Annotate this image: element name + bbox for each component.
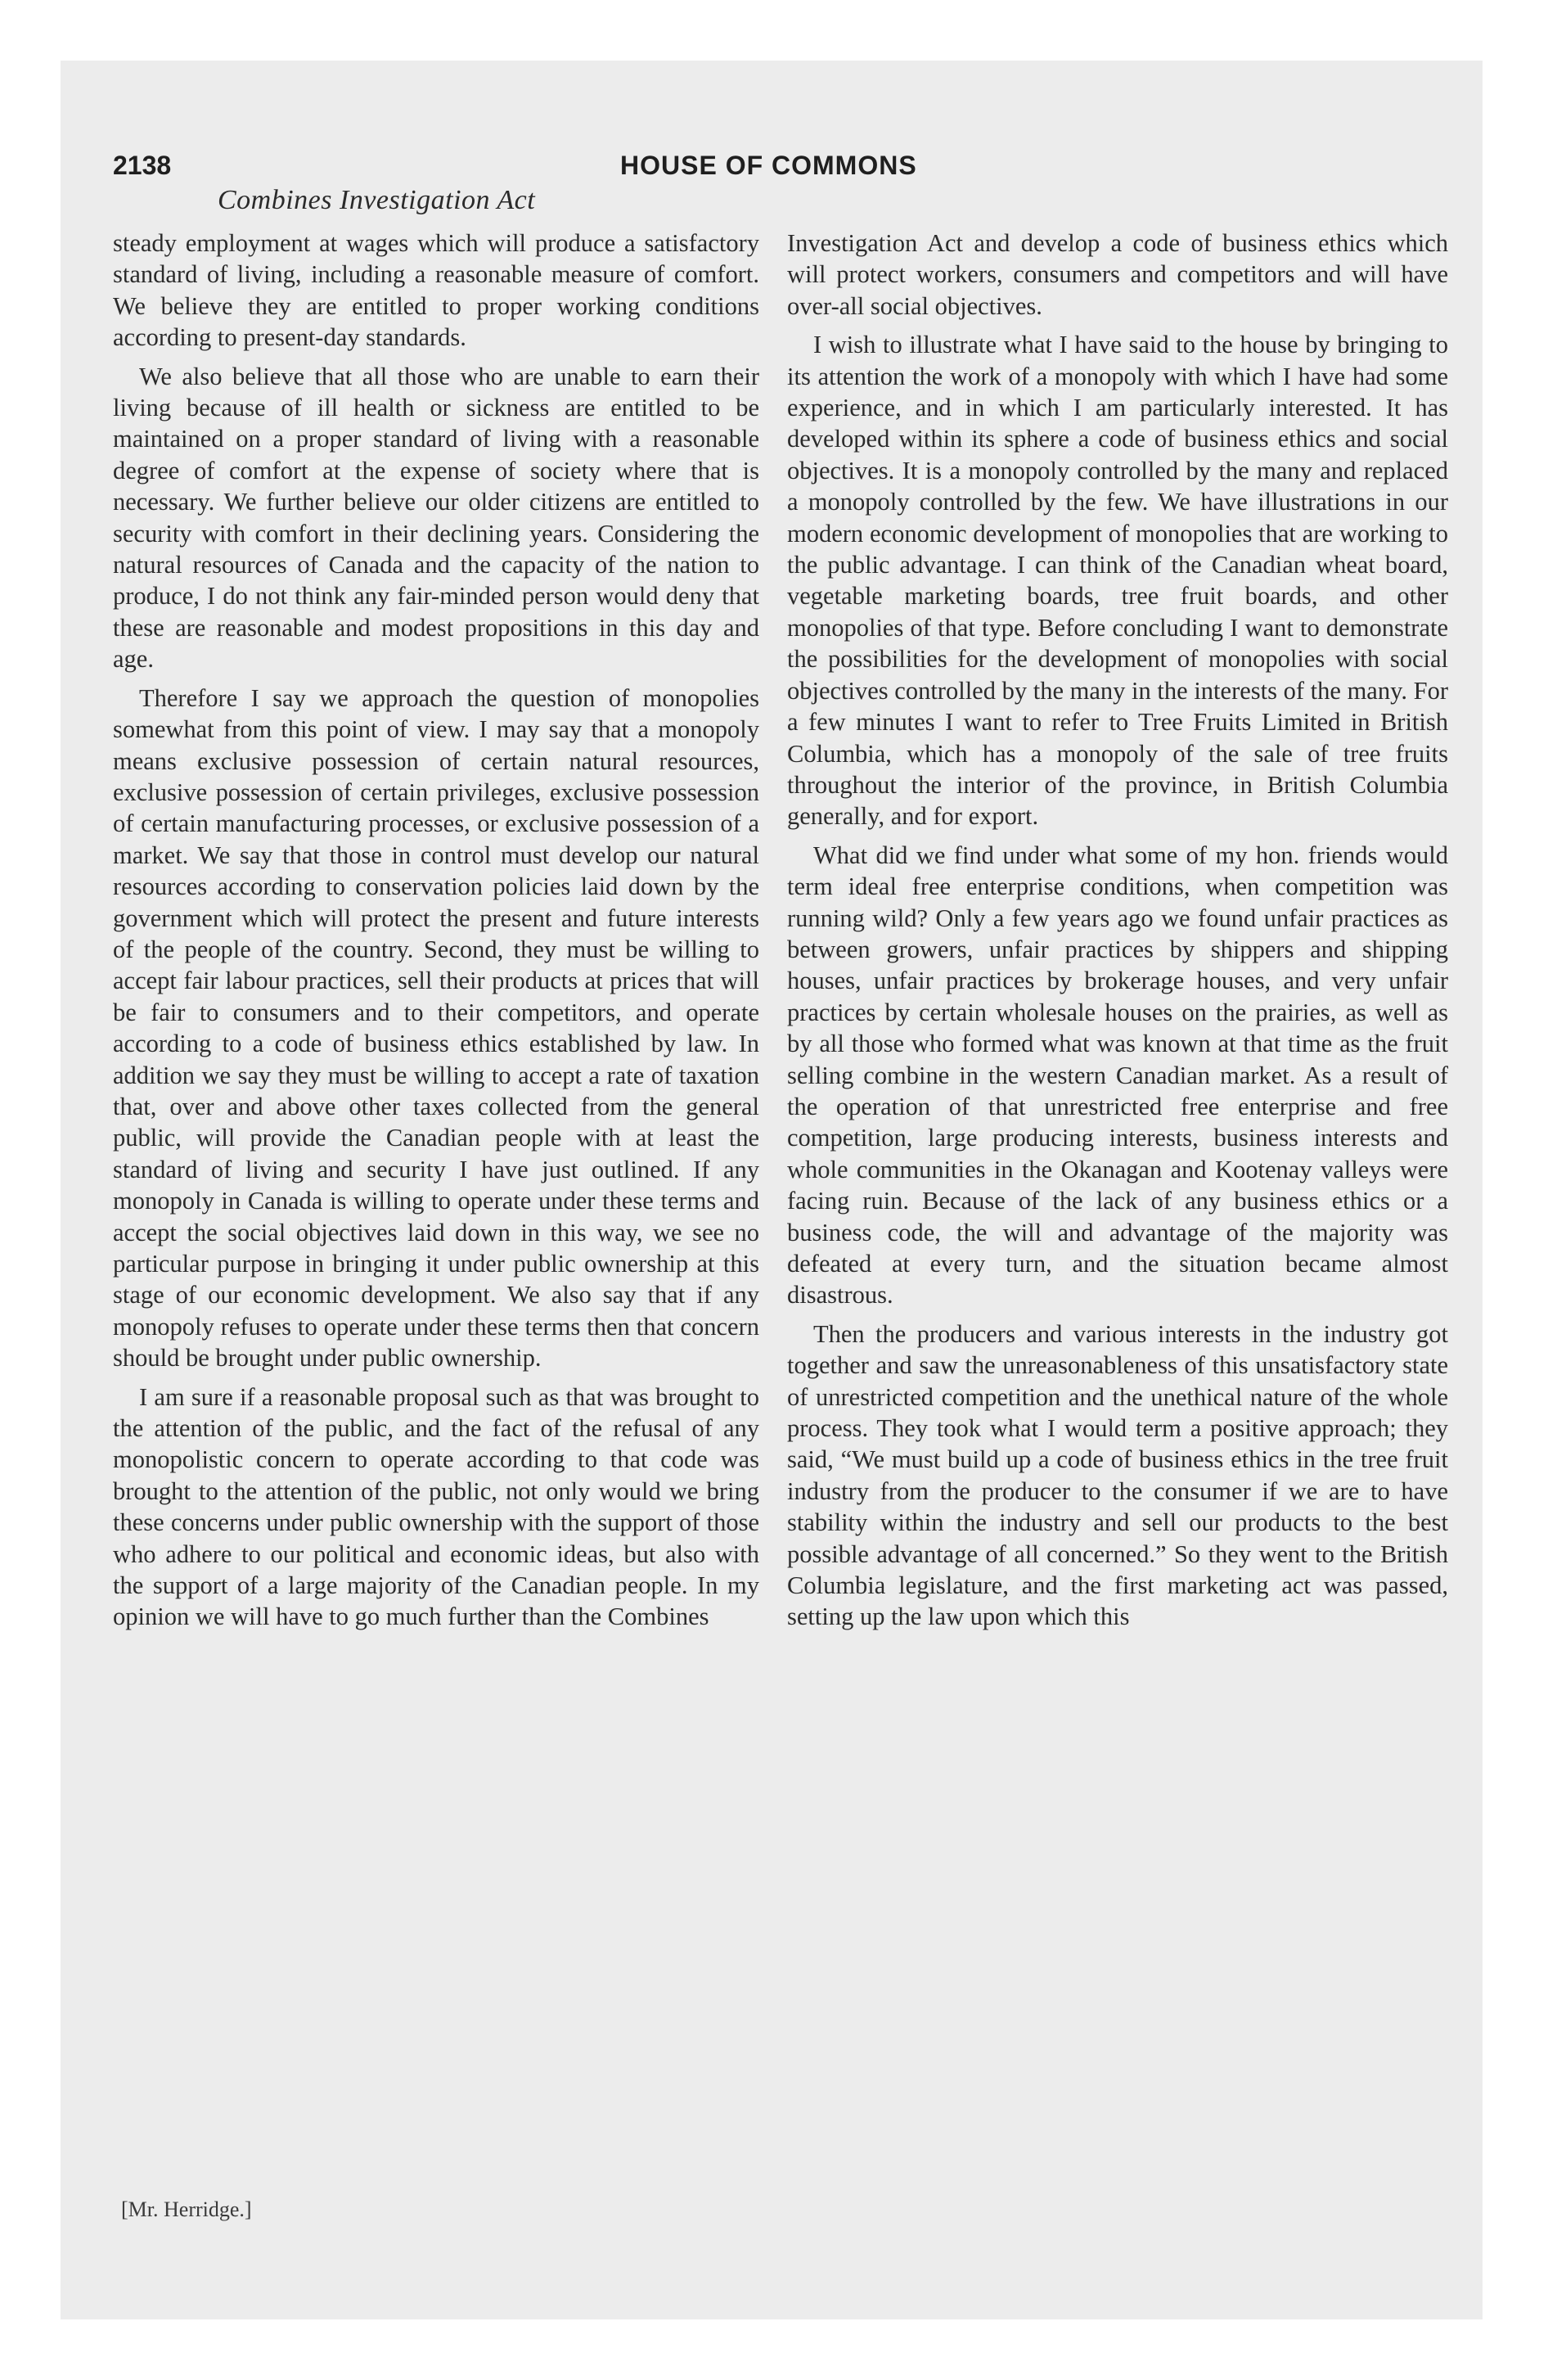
paragraph: steady employment at wages which will produce a satisfactory standard of living, including a reasonable measure of comfort. We believe they are entitled to proper working conditions according to present-day standards.: [113, 229, 759, 352]
paragraph: I wish to illustrate what I have said to the house by bringing to its attention the work of a monopoly with which I have had some experience, and in which I am particularly interested. It has developed within its sphere a code of business ethics and social objectives. It is a monopoly controlled by the many and replaced a monopoly controlled by the few. We have illustrations in our modern economic development of monopolies that are working to the public advantage. I can think of the Canadian wheat board, vegetable marketing boards, tree fruit boards, and other monopolies of that type. Before concluding I want to demonstrate the possibilities for the development of monopolies with social objectives controlled by the many in the interests of the many. For a few minutes I want to refer to Tree Fruits Limited in British Columbia, which has a monopoly of the sale of tree fruits throughout the interior of the province, in British Columbia generally, and for export.: [787, 331, 1448, 831]
left-column: [113, 228, 759, 1640]
paragraph: I am sure if a reasonable proposal such as that was brought to the attention of the public, and the fact of the refusal of any monopolistic concern to operate according to that code was brought to the attention of the public, not only would we bring these concerns under public ownership with the support of those who adhere to our political and economic ideas, but also with the support of a large majority of the Canadian people. In my opinion we will have to go much further than the Combines: [113, 1382, 759, 1631]
paragraph: We also believe that all those who are unable to earn their living because of ill health or sickness are entitled to be maintained on a proper standard of living with a reasonable degree of comfort at the expense of society where that is necessary. We further believe our older citizens are entitled to security with comfort in their declining years. Considering the natural resources of Canada and the capacity of the nation to produce, I do not think any fair-minded person would deny that these are reasonable and modest propositions in this day and age.: [113, 362, 759, 674]
running-title: HOUSE OF COMMONS: [620, 151, 917, 180]
right-column: [787, 228, 1448, 1640]
paragraph: Therefore I say we approach the question of monopolies somewhat from this point of view. I may say that a monopoly means exclusive possession of certain natural resources, exclusive possession of certain privileges, exclusive possession of certain manufacturing processes, or exclusive possession of a market. We say that those in control must develop our natural resources according to conservation policies laid down by the government which will protect the present and future interests of the people of the country. Second, they must be willing to accept fair labour practices, sell their products at prices that will be fair to consumers and to their competitors, and operate according to a code of business ethics established by law. In addition we say they must be willing to accept a rate of taxation that, over and above other taxes collected from the general public, will provide the Canadian people with at least the standard of living and security I have just outlined. If any monopoly in Canada is willing to operate under these terms and accept the social objectives laid down in this way, we see no particular purpose in bringing it under public ownership at this stage of our economic development. We also say that if any monopoly refuses to operate under these terms then that concern should be brought under public ownership.: [113, 683, 759, 1373]
paragraph: Then the producers and various interests in the industry got together and saw the unreasonableness of this unsatisfactory state of unrestricted competition and the unethical nature of the whole process. They took what I would term a positive approach; they said, “We must build up a code of business ethics in the tree fruit industry from the producer to the consumer if we are to have stability within the industry and sell our products to the best possible advantage of all concerned.” So they went to the British Columbia legislature, and the first marketing act was passed, setting up the law upon which this: [787, 1319, 1448, 1631]
page-number: 2138: [113, 151, 172, 180]
section-subtitle: Combines Investigation Act: [218, 185, 536, 215]
speaker-attribution: [Mr. Herridge.]: [121, 2197, 252, 2221]
paragraph: Investigation Act and develop a code of business ethics which will protect workers, consumers and competitors and will have over-all social objectives.: [787, 229, 1448, 320]
paragraph: What did we find under what some of my hon. friends would term ideal free enterprise conditions, when competition was running wild? Only a few years ago we found unfair practices as between growers, unfair practices by shippers and shipping houses, unfair practices by brokerage houses, and very unfair practices by certain wholesale houses on the prairies, as well as by all those who formed what was known at that time as the fruit selling combine in the western Canadian market. As a result of the operation of that unrestricted free enterprise and free competition, large producing interests, business interests and whole communities in the Okanagan and Kootenay valleys were facing ruin. Because of the lack of any business ethics or a business code, the will and advantage of the majority was defeated at every turn, and the situation became almost disastrous.: [787, 841, 1448, 1309]
